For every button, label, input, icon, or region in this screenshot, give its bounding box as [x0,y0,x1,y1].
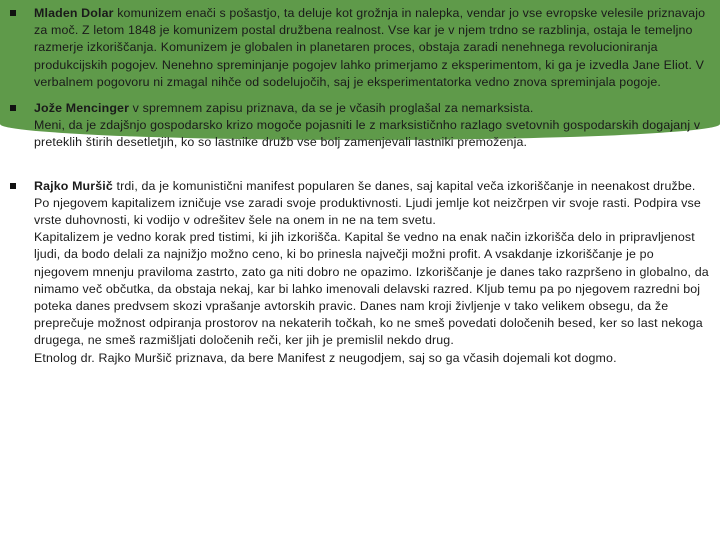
paragraph: Kapitalizem je vedno korak pred tistimi, ki jih izkorišča. Kapital še vedno na enak način izkorišča delo in pripravljenost ljudi, da bodo delali za najnižjo možno ceno, ki bo prinesla največji možni profit. A vsakdanje izkoriščanje je po njegovem mnenju praviloma zastrto, zato ga niti dobro ne opazimo. Izkoriščanje je danes tako razpršeno in globalno, da nimamo več občutka, da obstaja nekaj, kar bi lahko imenovali delavski razred. Kljub temu pa po njegovem razredni boj poteka danes predvsem skozi vprašanje avtorskih pravic. Danes nam kroji življenje v tako velikem obsegu, da že preprečuje možnost odpiranja prostorov na nekaterih točkah, ko ne smeš povedati določenih besed, ker so last nekoga drugega, ne smeš razmišljati določenih reči, ker jih je premislil nekdo drug. [34,230,709,348]
square-bullet-icon [10,183,16,189]
speaker-name: Rajko Muršič [34,178,113,193]
bullet-item-dolar [10,5,710,91]
paragraph: Etnolog dr. Rajko Muršič priznava, da bere Manifest z neugodjem, saj so ga včasih dojemali kot dogmo. [34,350,617,365]
paragraph: Po njegovem kapitalizem izničuje vse zaradi svoje produktivnosti. Ljudi jemlje kot neizčrpen vir svoje rasti. Podpira vse vrste duhovnosti, ki vodijo v odrešitev šele na onem in ne na tem svetu. [34,195,701,228]
square-bullet-icon [10,105,16,111]
paragraph-text: trdi, da je komunistični manifest popularen še danes, saj kapital veča izkoriščanje in neenakost družbe. [116,178,696,193]
bullet-item-mencinger [10,100,710,152]
paragraph-text: komunizem enači s pošastjo, ta deluje kot grožnja in nalepka, vendar jo vse evropske velesile priznavajo za moč. Z letom 1848 je komunizem postal družbena realnost. Vse kar je v njem trdno se razblinja, ostaja le temeljno razmerje izkoriščanja. Komunizem je globalen in planetaren proces, obstaja zaradi nenehnega revolucioniranja produkcijskih pogojev. Nenehno spreminjanje pogojev lahko primerjamo z eksperimentom, ki ga je izvedla Jane Eliot. V verbalnem pogovoru ni zmagal nihče od sodelujočih, saj je eksperimentatorka vedno znova spreminjala pogoje. [34,6,706,89]
bullet-item-mursic [10,178,710,367]
paragraph: Meni, da je zdajšnjo gospodarsko krizo mogoče pojasniti le z marksističnho razlago svetovnih gospodarskih dogajanj v preteklih štirih desetletjih, ko so lastnike družb vse bolj zamenjevali lastniki premoženja. [34,118,701,150]
speaker-name: Jože Mencinger [34,101,130,116]
speaker-name: Mladen Dolar [34,6,114,20]
paragraph [34,100,710,117]
slide-body [10,5,710,367]
paragraph [34,178,710,195]
paragraph-text: v spremnem zapisu priznava, da se je včasih proglašal za nemarksista. [132,101,534,116]
square-bullet-icon [10,10,16,16]
paragraph [34,5,710,91]
